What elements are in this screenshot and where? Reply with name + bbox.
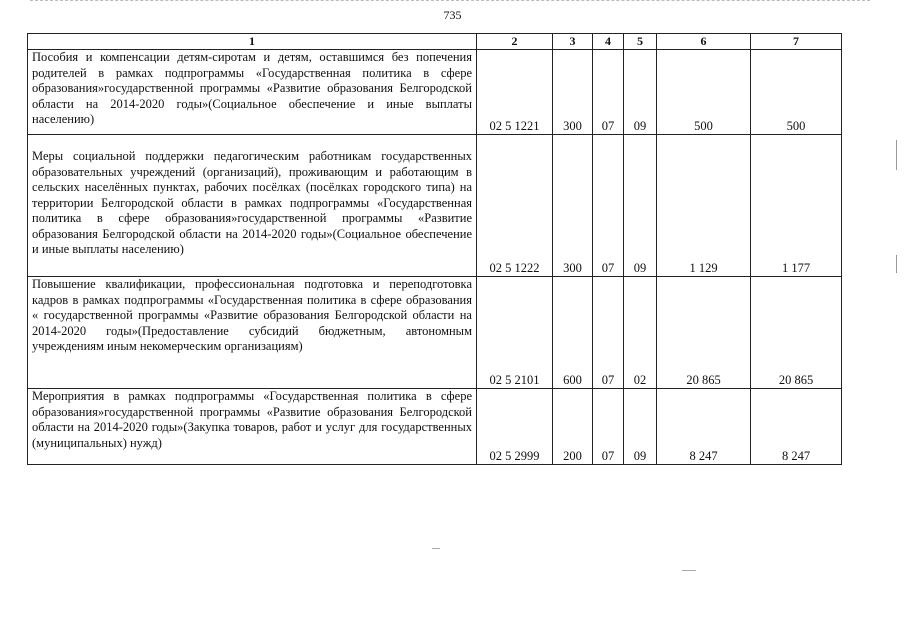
col-header-1: 1 <box>28 34 477 50</box>
table-row <box>28 135 842 277</box>
scan-top-edge <box>30 0 870 2</box>
row-description: Повышение квалификации, профессиональная подготовка и переподготовка кадров в рамках подпрограммы «Государственная политика в сфере образования « государственной программы «Развитие образования Белгородской области на 2014-2020 годы»(Предоставление субсидий бюджетным, автономным учреждениям иным некомерческим организациям) <box>28 277 477 389</box>
scan-margin-mark <box>896 255 897 273</box>
row-description: Мероприятия в рамках подпрограммы «Государственная политика в сфере образования»государственной программы «Развитие образования Белгородской области на 2014-2020 годы»(Закупка товаров, работ и услуг для государственных (муниципальных) нужд) <box>28 389 477 465</box>
scan-margin-mark <box>896 140 897 170</box>
row-col7: 8 247 <box>751 389 842 465</box>
row-col5: 09 <box>624 135 657 277</box>
row-col3: 300 <box>553 50 593 135</box>
row-description: Пособия и компенсации детям-сиротам и детям, оставшимся без попечения родителей в рамках подпрограммы «Государственная политика в сфере образования»государственной программы «Развитие образования Белгородской области на 2014-2020 годы»(Социальное обеспечение и иные выплаты населению) <box>28 50 477 135</box>
scan-speck <box>432 548 440 549</box>
row-col4: 07 <box>593 389 624 465</box>
row-col7: 500 <box>751 50 842 135</box>
row-col4: 07 <box>593 50 624 135</box>
row-col3: 200 <box>553 389 593 465</box>
row-code: 02 5 1222 <box>477 135 553 277</box>
col-header-6: 6 <box>657 34 751 50</box>
page-number: 735 <box>443 8 462 22</box>
row-col5: 09 <box>624 50 657 135</box>
row-col7: 20 865 <box>751 277 842 389</box>
row-col5: 09 <box>624 389 657 465</box>
table-row <box>28 277 842 389</box>
row-col4: 07 <box>593 135 624 277</box>
col-header-5: 5 <box>624 34 657 50</box>
row-col3: 300 <box>553 135 593 277</box>
col-header-3: 3 <box>553 34 593 50</box>
col-header-2: 2 <box>477 34 553 50</box>
scan-speck <box>682 570 696 571</box>
col-header-7: 7 <box>751 34 842 50</box>
row-code: 02 5 1221 <box>477 50 553 135</box>
row-col6: 8 247 <box>657 389 751 465</box>
col-header-4: 4 <box>593 34 624 50</box>
table-row <box>28 389 842 465</box>
row-col4: 07 <box>593 277 624 389</box>
table-row <box>28 50 842 135</box>
row-col7: 1 177 <box>751 135 842 277</box>
row-col5: 02 <box>624 277 657 389</box>
row-col6: 500 <box>657 50 751 135</box>
row-code: 02 5 2999 <box>477 389 553 465</box>
header-row <box>28 34 842 50</box>
row-col6: 1 129 <box>657 135 751 277</box>
row-description: Меры социальной поддержки педагогическим работникам государственных образовательных учреждений (организаций), проживающим и работающим в сельских населённых пунктах, рабочих посёлках (посёлках городского типа) на территории Белгородской области в рамках подпрограммы «Государственная политика в сфере образования»государственной программы «Развитие образования Белгородской области на 2014-2020 годы»(Социальное обеспечение и иные выплаты населению) <box>28 135 477 277</box>
row-col3: 600 <box>553 277 593 389</box>
budget-table <box>27 33 842 465</box>
row-col6: 20 865 <box>657 277 751 389</box>
row-code: 02 5 2101 <box>477 277 553 389</box>
